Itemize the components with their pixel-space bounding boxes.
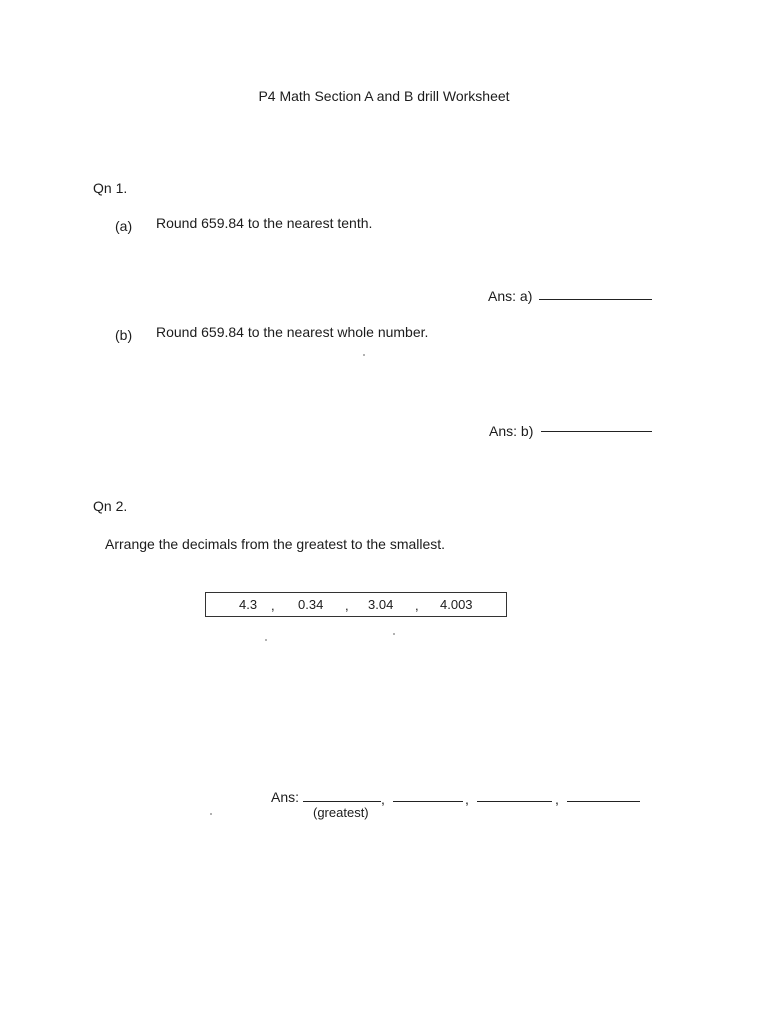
worksheet-title: P4 Math Section A and B drill Worksheet: [258, 88, 510, 104]
q2-greatest-hint: (greatest): [313, 805, 369, 820]
q1-part-b-text: Round 659.84 to the nearest whole number.: [156, 324, 429, 340]
q2-instruction: Arrange the decimals from the greatest to the smallest.: [105, 536, 446, 552]
q2-answer-line-2[interactable]: [393, 801, 463, 802]
q1-answer-b-label: Ans: b): [489, 423, 534, 439]
scan-speck: [363, 354, 365, 356]
separator-comma: ,: [465, 791, 469, 807]
q2-answer-line-1[interactable]: [303, 801, 381, 802]
q1-answer-a-label: Ans: a): [488, 288, 533, 304]
q1-part-b-label: (b): [115, 327, 133, 343]
separator-comma: ,: [345, 598, 349, 613]
separator-comma: ,: [415, 598, 419, 613]
separator-comma: ,: [381, 791, 385, 807]
q2-answer-line-4[interactable]: [567, 801, 640, 802]
q1-part-a-text: Round 659.84 to the nearest tenth.: [156, 215, 373, 231]
q1-answer-b-line[interactable]: [541, 431, 652, 432]
decimal-value: 4.003: [440, 597, 473, 612]
decimal-value: 4.3: [239, 597, 258, 612]
question-1-heading: Qn 1.: [93, 180, 128, 196]
q2-answer-line-3[interactable]: [477, 801, 552, 802]
separator-comma: ,: [271, 598, 275, 613]
q1-answer-a-line[interactable]: [539, 299, 652, 300]
decimals-box: [205, 592, 507, 617]
q2-answer-label: Ans:: [271, 789, 300, 805]
q1-part-a-label: (a): [115, 218, 133, 234]
question-2-heading: Qn 2.: [93, 498, 128, 514]
separator-comma: ,: [555, 791, 559, 807]
decimal-value: 0.34: [298, 597, 324, 612]
scan-speck: [210, 813, 212, 815]
scan-speck: [265, 639, 267, 641]
decimal-value: 3.04: [368, 597, 394, 612]
scan-speck: [393, 633, 395, 635]
